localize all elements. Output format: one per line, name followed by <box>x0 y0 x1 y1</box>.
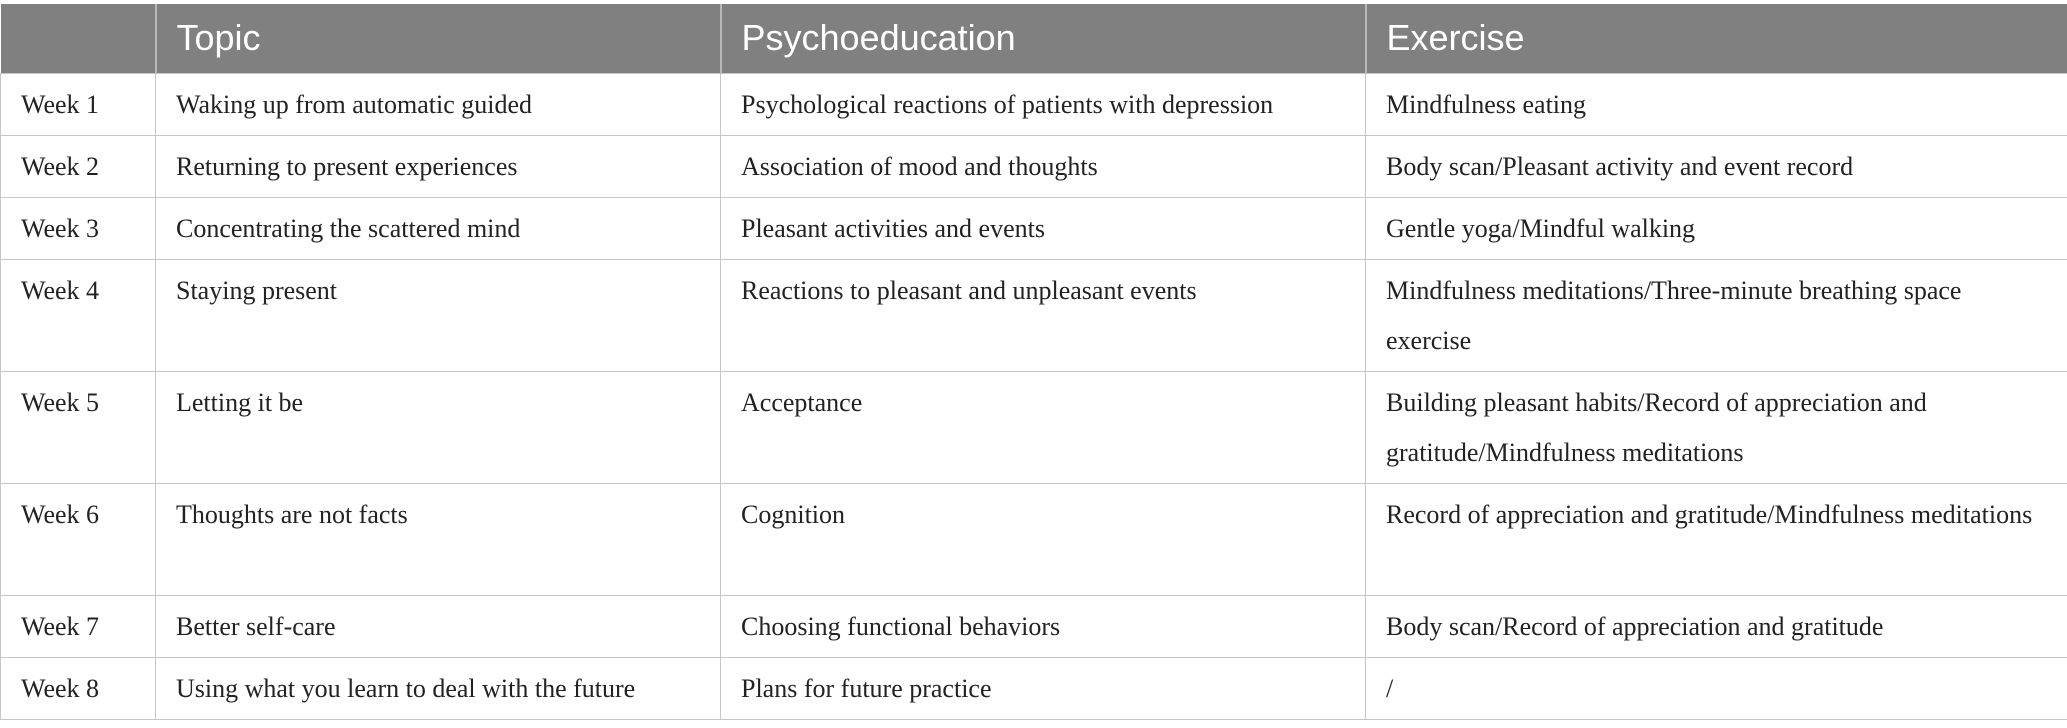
table-row <box>1 595 2067 657</box>
week-cell: Week 4 <box>1 259 156 371</box>
psychoeducation-cell: Association of mood and thoughts <box>721 135 1366 197</box>
topic-cell: Staying present <box>156 259 721 371</box>
intervention-schedule-table <box>0 4 2067 720</box>
table-header <box>1 4 2067 73</box>
week-cell: Week 7 <box>1 595 156 657</box>
table-row <box>1 371 2067 483</box>
week-cell: Week 2 <box>1 135 156 197</box>
topic-cell: Waking up from automatic guided <box>156 73 721 135</box>
psychoeducation-cell: Reactions to pleasant and unpleasant events <box>721 259 1366 371</box>
table-row <box>1 135 2067 197</box>
header-week <box>1 4 156 73</box>
exercise-cell: Mindfulness eating <box>1366 73 2067 135</box>
week-cell: Week 8 <box>1 657 156 719</box>
table-row <box>1 197 2067 259</box>
exercise-cell: Gentle yoga/Mindful walking <box>1366 197 2067 259</box>
exercise-cell: Mindfulness meditations/Three-minute breathing space exercise <box>1366 259 2067 371</box>
exercise-cell: Body scan/Record of appreciation and gratitude <box>1366 595 2067 657</box>
topic-cell: Using what you learn to deal with the future <box>156 657 721 719</box>
table-row <box>1 483 2067 595</box>
topic-cell: Letting it be <box>156 371 721 483</box>
table-row <box>1 657 2067 719</box>
header-row <box>1 4 2067 73</box>
exercise-cell: Body scan/Pleasant activity and event record <box>1366 135 2067 197</box>
header-exercise: Exercise <box>1366 4 2067 73</box>
week-cell: Week 5 <box>1 371 156 483</box>
exercise-cell: / <box>1366 657 2067 719</box>
week-cell: Week 6 <box>1 483 156 595</box>
week-cell: Week 3 <box>1 197 156 259</box>
header-topic: Topic <box>156 4 721 73</box>
topic-cell: Better self-care <box>156 595 721 657</box>
table-row <box>1 73 2067 135</box>
psychoeducation-cell: Choosing functional behaviors <box>721 595 1366 657</box>
header-psychoeducation: Psychoeducation <box>721 4 1366 73</box>
topic-cell: Concentrating the scattered mind <box>156 197 721 259</box>
psychoeducation-cell: Acceptance <box>721 371 1366 483</box>
table-row <box>1 259 2067 371</box>
table-body <box>1 73 2067 719</box>
psychoeducation-cell: Psychological reactions of patients with depression <box>721 73 1366 135</box>
psychoeducation-cell: Cognition <box>721 483 1366 595</box>
exercise-cell: Building pleasant habits/Record of appreciation and gratitude/Mindfulness meditations <box>1366 371 2067 483</box>
exercise-cell: Record of appreciation and gratitude/Mindfulness meditations <box>1366 483 2067 595</box>
week-cell: Week 1 <box>1 73 156 135</box>
topic-cell: Thoughts are not facts <box>156 483 721 595</box>
psychoeducation-cell: Plans for future practice <box>721 657 1366 719</box>
topic-cell: Returning to present experiences <box>156 135 721 197</box>
psychoeducation-cell: Pleasant activities and events <box>721 197 1366 259</box>
